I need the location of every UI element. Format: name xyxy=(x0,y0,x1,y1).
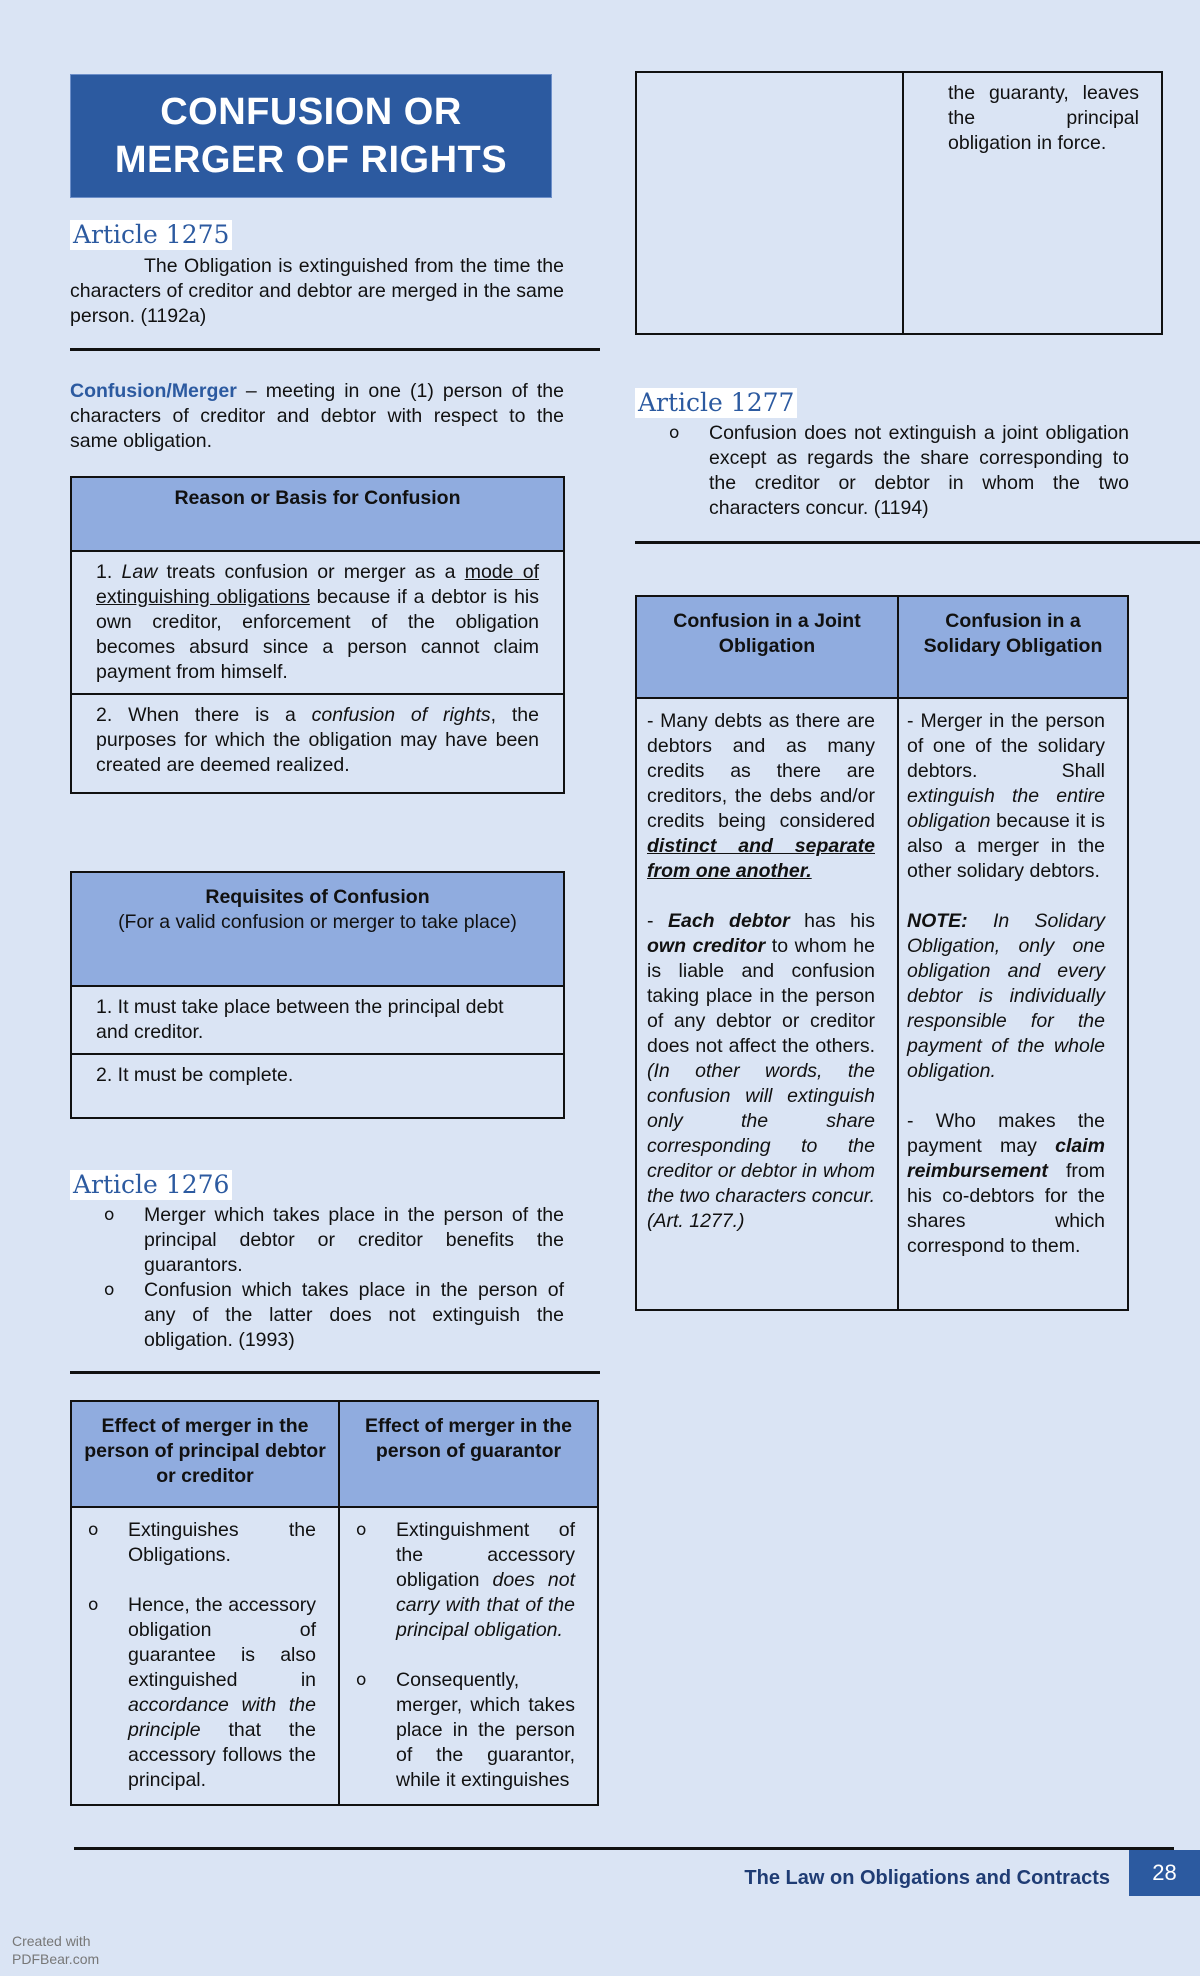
requisites-row-1: 1. It must take place between the principal debt and creditor. xyxy=(71,986,564,1054)
divider xyxy=(70,348,600,351)
solidary-cell: - Merger in the person of one of the solidary debtors. Shall extinguish the entire obligation because it is also a merger in the other solidary debtors. NOTE: In Solidary Obligation, only one obligation and every debtor is individually responsible for the payment of the whole obligation. - Who makes the payment may claim reimbursement from his co-debtors for the shares which correspond to them. xyxy=(898,698,1128,1310)
solidary-header: Confusion in a Solidary Obligation xyxy=(898,596,1128,698)
definition-text: – meeting in one (1) person of the characters of creditor and debtor with respect to the same obligation. xyxy=(70,380,564,452)
credit-line-1: Created with xyxy=(12,1933,91,1949)
effect-col1-header: Effect of merger in the person of principal debtor or creditor xyxy=(71,1401,339,1507)
empty-cell xyxy=(636,72,903,334)
requisites-row-2: 2. It must be complete. xyxy=(71,1054,564,1118)
divider xyxy=(635,541,1200,544)
definition-paragraph xyxy=(70,379,564,454)
article-1275-heading: Article 1275 xyxy=(70,220,232,250)
article-1277-list xyxy=(665,421,1129,521)
divider xyxy=(70,1371,600,1374)
list-item: o Confusion does not extinguish a joint obligation except as regards the share corresponding to the creditor or debtor in whom the two characters concur. (1194) xyxy=(665,421,1129,521)
list-item: o Hence, the accessory obligation of guarantee is also extinguished in accordance with the principle that the accessory follows the principal. xyxy=(84,1593,316,1793)
requisites-table-header: Requisites of Confusion (For a valid confusion or merger to take place) xyxy=(71,872,564,986)
footer-rule xyxy=(74,1847,1174,1850)
requisites-table xyxy=(70,871,565,1119)
joint-header: Confusion in a Joint Obligation xyxy=(636,596,898,698)
list-item: o Extinguishes the Obligations. xyxy=(84,1518,316,1568)
effect-table xyxy=(70,1400,599,1806)
page-title-text: CONFUSION OR MERGER OF RIGHTS xyxy=(114,91,508,181)
joint-cell: - Many debts as there are debtors and as many credits as there are creditors, the debs and/or credits being considered distinct and separate from one another. - Each debtor has his own creditor to whom he is liable and confusion taking place in the person of any debtor or creditor does not affect the others. (In other words, the confusion will extinguish only the share corresponding to the creditor or debtor in whom the two characters concur. (Art. 1277.) xyxy=(636,698,898,1310)
reason-row-2: 2. When there is a confusion of rights, the purposes for which the obligation may have been created are deemed realized. xyxy=(71,694,564,793)
reason-table xyxy=(70,476,565,794)
watermark-credit[interactable] xyxy=(12,1932,99,1968)
effect-col1-cell xyxy=(71,1507,339,1805)
joint-solidary-table xyxy=(635,595,1129,1311)
continued-cell: the guaranty, leaves the principal obligation in force. xyxy=(903,72,1162,334)
footer-title: The Law on Obligations and Contracts xyxy=(744,1867,1110,1889)
list-item: o Merger which takes place in the person of the principal debtor or creditor benefits the guarantors. xyxy=(100,1203,564,1278)
credit-line-2: PDFBear.com xyxy=(12,1951,100,1967)
effect-col2-header: Effect of merger in the person of guarantor xyxy=(339,1401,598,1507)
article-1277-heading: Article 1277 xyxy=(635,388,797,418)
list-item: o Confusion which takes place in the person of any of the latter does not extinguish the obligation. (1993) xyxy=(100,1278,564,1353)
list-item: o Extinguishment of the accessory obligation does not carry with that of the principal obligation. xyxy=(352,1518,575,1643)
page-number: 28 xyxy=(1129,1850,1200,1896)
reason-table-header: Reason or Basis for Confusion xyxy=(71,477,564,551)
article-1275-text: The Obligation is extinguished from the time the characters of creditor and debtor are merged in the same person. (1192a) xyxy=(70,255,564,327)
list-item: o Consequently, merger, which takes place in the person of the guarantor, while it extinguishes xyxy=(352,1668,575,1793)
effect-table-continued xyxy=(635,71,1163,335)
reason-row-1: 1. Law treats confusion or merger as a mode of extinguishing obligations because if a debtor is his own creditor, enforcement of the obligation becomes absurd since a person cannot claim payment from himself. xyxy=(71,551,564,694)
page-title xyxy=(70,74,552,198)
article-1276-list xyxy=(100,1203,564,1353)
definition-term: Confusion/Merger xyxy=(70,380,237,402)
article-1276-heading: Article 1276 xyxy=(70,1170,232,1200)
effect-col2-cell xyxy=(339,1507,598,1805)
